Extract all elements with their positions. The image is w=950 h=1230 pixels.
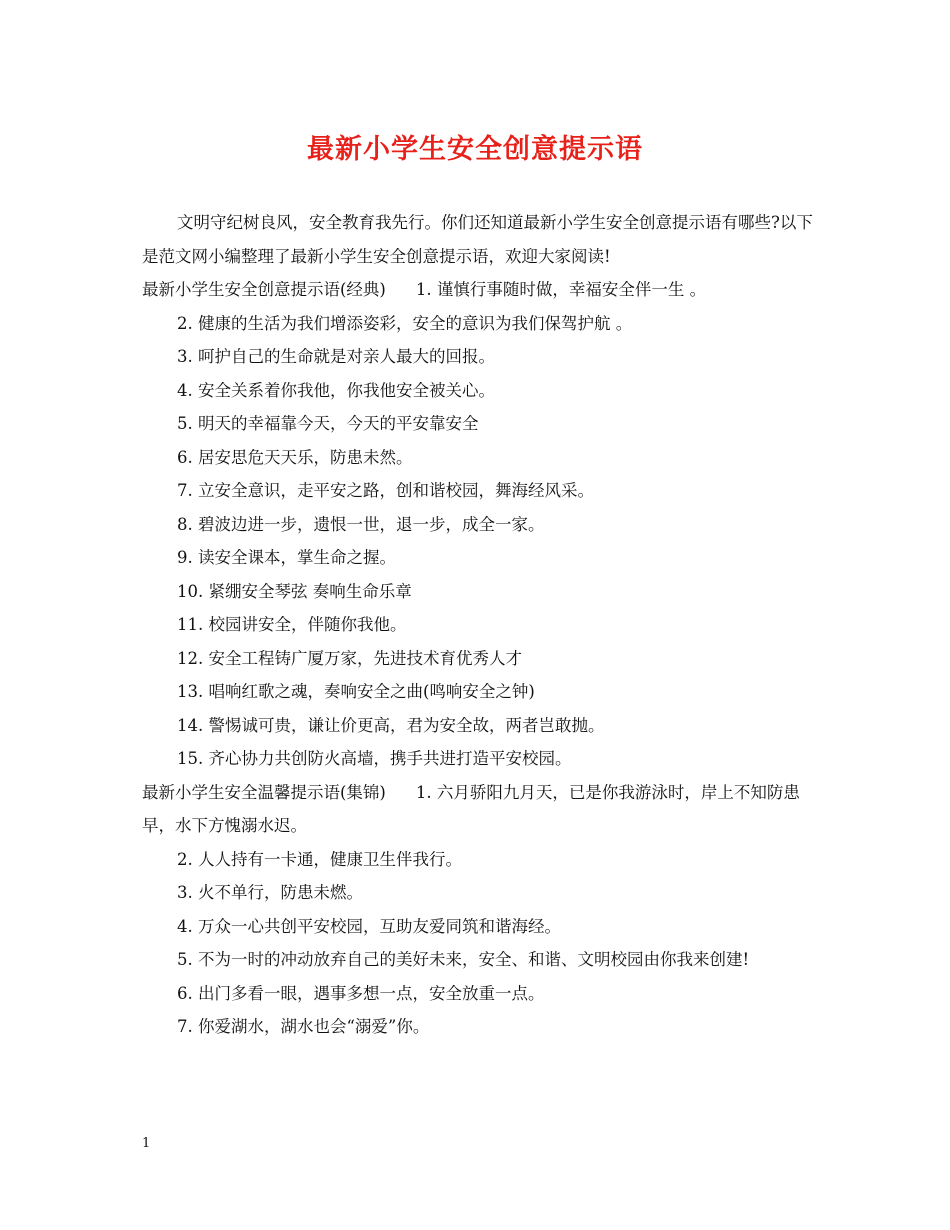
list-item: 10. 紧绷安全琴弦 奏响生命乐章: [177, 581, 412, 601]
list-item: 2. 健康的生活为我们增添姿彩，安全的意识为我们保驾护航 。: [177, 313, 633, 333]
list-item: 8. 碧波边进一步，遗恨一世，退一步，成全一家。: [177, 514, 545, 534]
section-classic: [142, 273, 814, 307]
document-body: [142, 206, 814, 1044]
list-item: 6. 出门多看一眼，遇事多想一点，安全放重一点。: [177, 983, 545, 1003]
section-heading-classic: 最新小学生安全创意提示语(经典): [142, 280, 386, 299]
list-item: 3. 火不单行，防患未燃。: [177, 883, 363, 902]
list-item: 1. 六月骄阳九月天，已是你我游泳时，岸上不知防患早，水下方愧溺水迟。: [142, 782, 800, 835]
list-item: 14. 警惕诚可贵，谦让价更高，君为安全故，两者岂敢抛。: [177, 715, 605, 735]
list-item: 9. 读安全课本，掌生命之握。: [177, 548, 396, 567]
list-item: 11. 校园讲安全，伴随你我他。: [177, 615, 407, 634]
list-item: 1. 谨慎行事随时做，幸福安全伴一生 。: [415, 280, 707, 299]
list-item: 4. 万众一心共创平安校园，互助友爱同筑和谐海经。: [177, 916, 561, 936]
page-number: 1: [142, 1136, 151, 1151]
intro-paragraph: 文明守纪树良风，安全教育我先行。你们还知道最新小学生安全创意提示语有哪些?以下是范文网小编整理了最新小学生安全创意提示语，欢迎大家阅读!: [142, 213, 813, 266]
list-item: 5. 明天的幸福靠今天，今天的平安靠安全: [177, 414, 479, 433]
list-item: 15. 齐心协力共创防火高墙，携手共进打造平安校园。: [177, 749, 572, 768]
list-item: 6. 居安思危天天乐，防患未然。: [177, 447, 413, 467]
section-collection: [142, 776, 814, 843]
list-item: 12. 安全工程铸广厦万家，先进技术育优秀人才: [177, 648, 522, 668]
list-item: 13. 唱响红歌之魂，奏响安全之曲(鸣响安全之钟): [177, 682, 535, 701]
list-item: 7. 立安全意识，走平安之路，创和谐校园，舞海经风采。: [177, 481, 594, 500]
page-title: 最新小学生安全创意提示语: [307, 134, 643, 165]
list-item: 2. 人人持有一卡通，健康卫生伴我行。: [177, 849, 462, 869]
list-item: 5. 不为一时的冲动放弃自己的美好未来，安全、和谐、文明校园由你我来创建!: [177, 950, 750, 969]
list-item: 7. 你爱湖水，湖水也会“溺爱”你。: [177, 1017, 430, 1036]
list-item: 4. 安全关系着你我他，你我他安全被关心。: [177, 380, 495, 400]
section-heading-collection: 最新小学生安全温馨提示语(集锦): [142, 782, 386, 802]
list-item: 3. 呵护自己的生命就是对亲人最大的回报。: [177, 347, 495, 366]
